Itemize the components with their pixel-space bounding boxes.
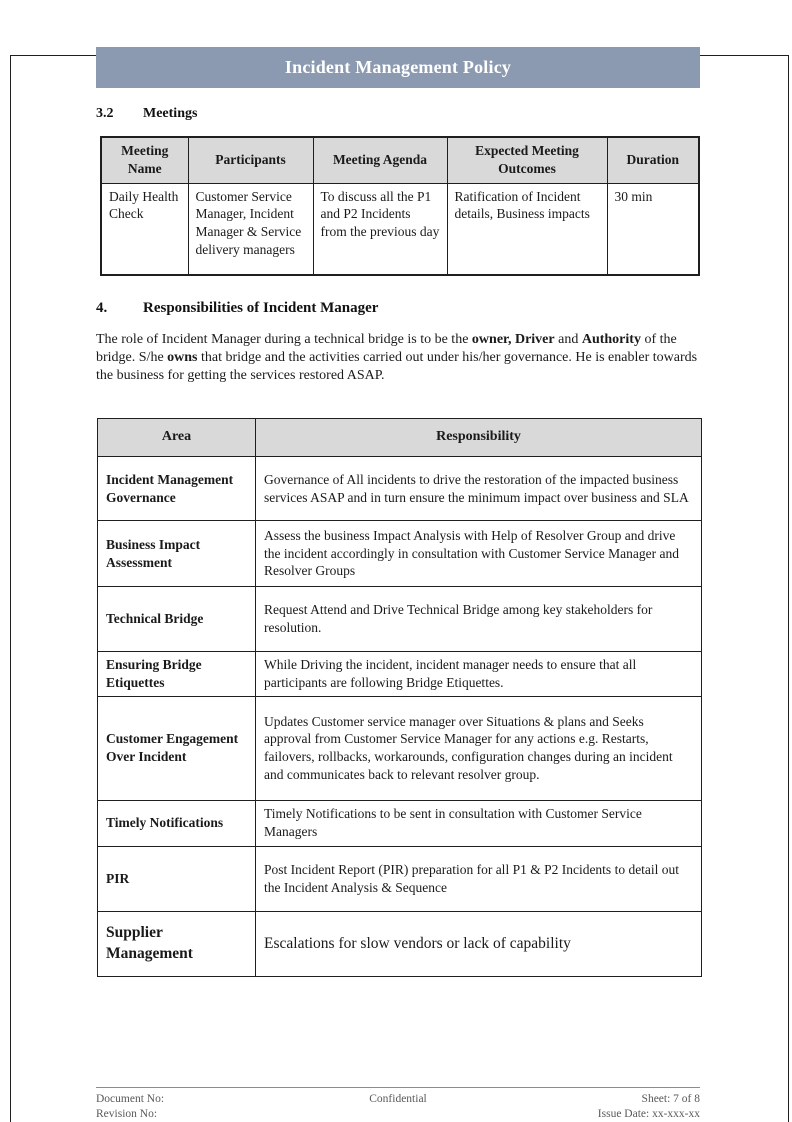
- table-row: [98, 846, 702, 911]
- cell-area: Incident Management Governance: [98, 457, 256, 521]
- cell-area: Customer Engagement Over Incident: [98, 696, 256, 800]
- document-title: Incident Management Policy: [284, 57, 512, 77]
- section-heading-meetings: [96, 106, 700, 122]
- revision-no-label: Revision No:: [96, 1108, 158, 1120]
- responsibilities-table-header-row: [98, 419, 702, 457]
- table-row: [98, 652, 702, 697]
- cell-participants: Customer Service Manager, Incident Manager & Service delivery managers: [188, 183, 313, 275]
- column-header-meeting-agenda: Meeting Agenda: [313, 137, 447, 183]
- table-row: [98, 521, 702, 587]
- table-row: [98, 587, 702, 652]
- document-page: [96, 47, 700, 977]
- intro-text: that bridge and the activities carried out under his/her governance. He is enabler towards the business for getting the services restored ASAP.: [96, 350, 698, 383]
- meetings-table-header-row: [101, 137, 699, 183]
- section-title: Meetings: [143, 106, 198, 121]
- sheet-number: Sheet: 7 of 8: [641, 1093, 700, 1105]
- section-number: 4.: [96, 300, 108, 316]
- document-no-label: Document No:: [96, 1093, 165, 1105]
- intro-text-bold: owns: [167, 350, 198, 365]
- section-title: Responsibilities of Incident Manager: [143, 300, 379, 316]
- title-banner: [96, 47, 700, 88]
- table-row: [98, 696, 702, 800]
- cell-responsibility: Governance of All incidents to drive the restoration of the impacted business services ASAP and in turn ensure the minimum impact over business and SLA: [256, 457, 702, 521]
- section-number: 3.2: [96, 106, 114, 121]
- cell-responsibility: Request Attend and Drive Technical Bridge among key stakeholders for resolution.: [256, 587, 702, 652]
- cell-responsibility: While Driving the incident, incident manager needs to ensure that all participants are following Bridge Etiquettes.: [256, 652, 702, 697]
- footer-right: [427, 1092, 700, 1122]
- cell-area: PIR: [98, 846, 256, 911]
- cell-meeting-name: Daily Health Check: [101, 183, 188, 275]
- cell-expected-outcomes: Ratification of Incident details, Business impacts: [447, 183, 607, 275]
- cell-responsibility: Escalations for slow vendors or lack of capability: [256, 911, 702, 976]
- footer-left: [96, 1092, 369, 1122]
- column-header-duration: Duration: [607, 137, 699, 183]
- column-header-meeting-name: Meeting Name: [101, 137, 188, 183]
- table-row: [101, 183, 699, 275]
- footer-center: [369, 1092, 427, 1122]
- column-header-participants: Participants: [188, 137, 313, 183]
- cell-responsibility: Updates Customer service manager over Situations & plans and Seeks approval from Customer Service Manager for any actions e.g. Restarts, failovers, rollbacks, workarounds, configuration changes during an incident and communicates back to relevant resolver group.: [256, 696, 702, 800]
- intro-text: The role of Incident Manager during a technical bridge is to be the: [96, 332, 472, 347]
- responsibilities-table: [97, 418, 702, 977]
- cell-area: Business Impact Assessment: [98, 521, 256, 587]
- table-row: [98, 457, 702, 521]
- cell-responsibility: Post Incident Report (PIR) preparation for all P1 & P2 Incidents to detail out the Incident Analysis & Sequence: [256, 846, 702, 911]
- page-footer: [96, 1087, 700, 1122]
- intro-text: of the bridge. S/he: [96, 332, 677, 365]
- cell-area: Supplier Management: [98, 911, 256, 976]
- intro-text: and: [554, 332, 582, 347]
- intro-text-bold: owner, Driver: [471, 332, 555, 347]
- issue-date: Issue Date: xx-xxx-xx: [597, 1108, 700, 1120]
- cell-duration: 30 min: [607, 183, 699, 275]
- cell-responsibility: Timely Notifications to be sent in consultation with Customer Service Managers: [256, 800, 702, 846]
- responsibilities-intro-paragraph: [96, 331, 700, 385]
- cell-responsibility: Assess the business Impact Analysis with Help of Resolver Group and drive the incident accordingly in consultation with Customer Service Manager and Resolver Groups: [256, 521, 702, 587]
- confidential-label: Confidential: [369, 1093, 427, 1105]
- column-header-area: Area: [98, 419, 256, 457]
- column-header-responsibility: Responsibility: [256, 419, 702, 457]
- cell-area: Ensuring Bridge Etiquettes: [98, 652, 256, 697]
- table-row: [98, 911, 702, 976]
- table-row: [98, 800, 702, 846]
- cell-area: Timely Notifications: [98, 800, 256, 846]
- intro-text-bold: Authority: [581, 332, 641, 347]
- section-heading-responsibilities: [96, 300, 700, 317]
- column-header-expected-outcomes: Expected Meeting Outcomes: [447, 137, 607, 183]
- cell-meeting-agenda: To discuss all the P1 and P2 Incidents from the previous day: [313, 183, 447, 275]
- cell-area: Technical Bridge: [98, 587, 256, 652]
- meetings-table: [100, 136, 700, 276]
